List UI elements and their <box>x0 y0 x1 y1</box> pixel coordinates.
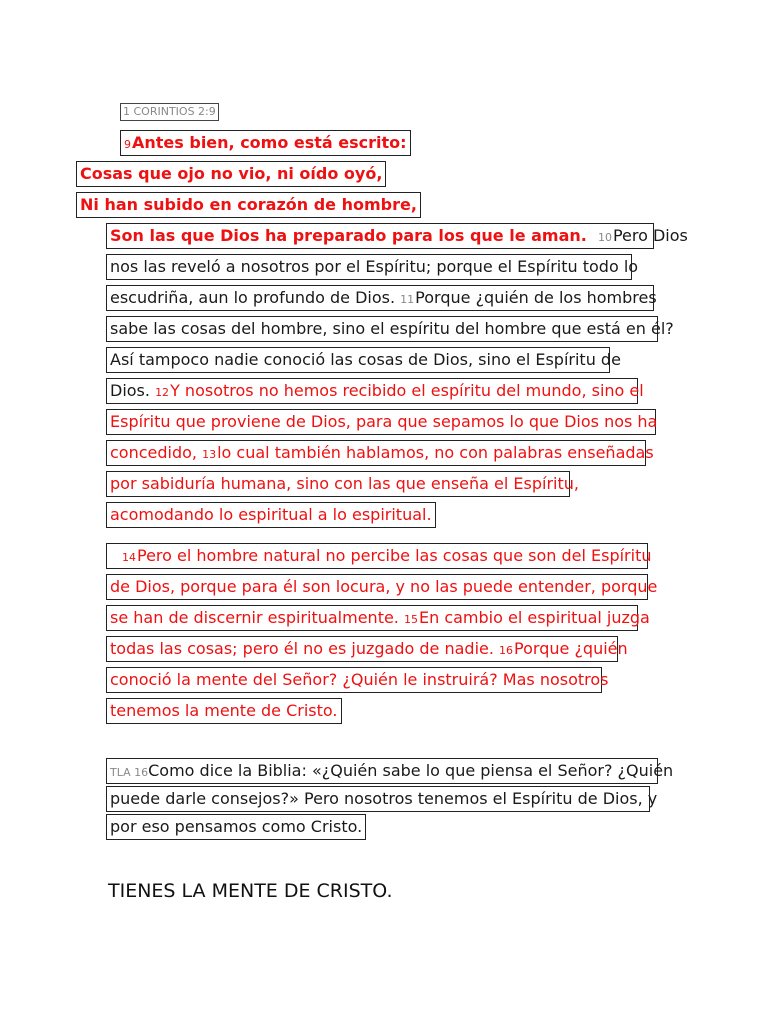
verse-number-15: 15 <box>403 613 418 626</box>
para2-text-4b: Porque ¿quién <box>514 639 628 658</box>
para2-line-2: de Dios, porque para él son locura, y no las puede entender, porque <box>106 574 648 600</box>
verse-number-13: 13 <box>202 448 217 461</box>
quote-line-2: Cosas que ojo no vio, ni oído oyó, <box>76 161 386 187</box>
para2-line-6: tenemos la mente de Cristo. <box>106 698 342 724</box>
quote-text-1: Antes bien, como está escrito: <box>132 133 407 152</box>
para1-line-7: Espíritu que proviene de Dios, para que sepamos lo que Dios nos ha <box>106 409 656 435</box>
para1-line-10: acomodando lo espiritual a lo espiritual. <box>106 502 436 528</box>
tla-line-3: por eso pensamos como Cristo. <box>106 814 366 840</box>
para1-text-3b: Porque ¿quién de los hombres <box>415 288 657 307</box>
para1-line-9: por sabiduría humana, sino con las que enseña el Espíritu, <box>106 471 570 497</box>
para1-line-4: sabe las cosas del hombre, sino el espíritu del hombre que está en él? <box>106 316 658 342</box>
quote-text-4: Son las que Dios ha preparado para los que le aman. <box>110 226 587 245</box>
para1-line-8 <box>106 440 654 466</box>
verse-number-10: 10 <box>597 231 612 244</box>
para2-line-5: conoció la mente del Señor? ¿Quién le instruirá? Mas nosotros <box>106 667 602 693</box>
para2-line-1 <box>106 543 652 569</box>
tla-line-2: puede darle consejos?» Pero nosotros tenemos el Espíritu de Dios, y <box>106 786 650 812</box>
para2-line-4 <box>106 636 628 662</box>
para1-line-3 <box>106 285 657 311</box>
quote-line-3: Ni han subido en corazón de hombre, <box>76 192 421 218</box>
para1-text-6a: Dios. <box>110 381 156 400</box>
para1-line-5: Así tampoco nadie conoció las cosas de Dios, sino el Espíritu de <box>106 347 610 373</box>
quote-line-1 <box>120 130 411 156</box>
para2-text-4a: todas las cosas; pero él no es juzgado de nadie. <box>110 639 500 658</box>
para1-text-3a: escudriña, aun lo profundo de Dios. <box>110 288 401 307</box>
verse-number-12: 12 <box>155 386 170 399</box>
para1-text-8a: concedido, <box>110 443 203 462</box>
verse-number-9: 9 <box>124 138 131 151</box>
tla-line-1 <box>106 758 674 784</box>
para1-text-1: Pero Dios <box>612 226 688 245</box>
para2-text-3b: En cambio el espiritual juzga <box>418 608 650 627</box>
scripture-reference: 1 CORINTIOS 2:9 <box>120 103 219 121</box>
para1-text-8b: lo cual también hablamos, no con palabras enseñadas <box>217 443 654 462</box>
section-heading: TIENES LA MENTE DE CRISTO. <box>108 880 393 902</box>
para2-text-3a: se han de discernir espiritualmente. <box>110 608 404 627</box>
para1-line-6 <box>106 378 644 404</box>
verse-number-14: 14 <box>122 551 136 564</box>
para2-text-1: Pero el hombre natural no percibe las cosas que son del Espíritu <box>137 546 652 565</box>
verse-number-11: 11 <box>400 293 415 306</box>
para1-text-6b: Y nosotros no hemos recibido el espíritu del mundo, sino el <box>170 381 644 400</box>
para2-line-3 <box>106 605 650 631</box>
para1-line-2: nos las reveló a nosotros por el Espíritu; porque el Espíritu todo lo <box>106 254 632 280</box>
verse-number-16: 16 <box>499 644 514 657</box>
tla-text-1: Como dice la Biblia: «¿Quién sabe lo que piensa el Señor? ¿Quién <box>148 761 674 780</box>
para1-line-1 <box>106 223 688 249</box>
tla-label: TLA 16 <box>110 766 149 779</box>
